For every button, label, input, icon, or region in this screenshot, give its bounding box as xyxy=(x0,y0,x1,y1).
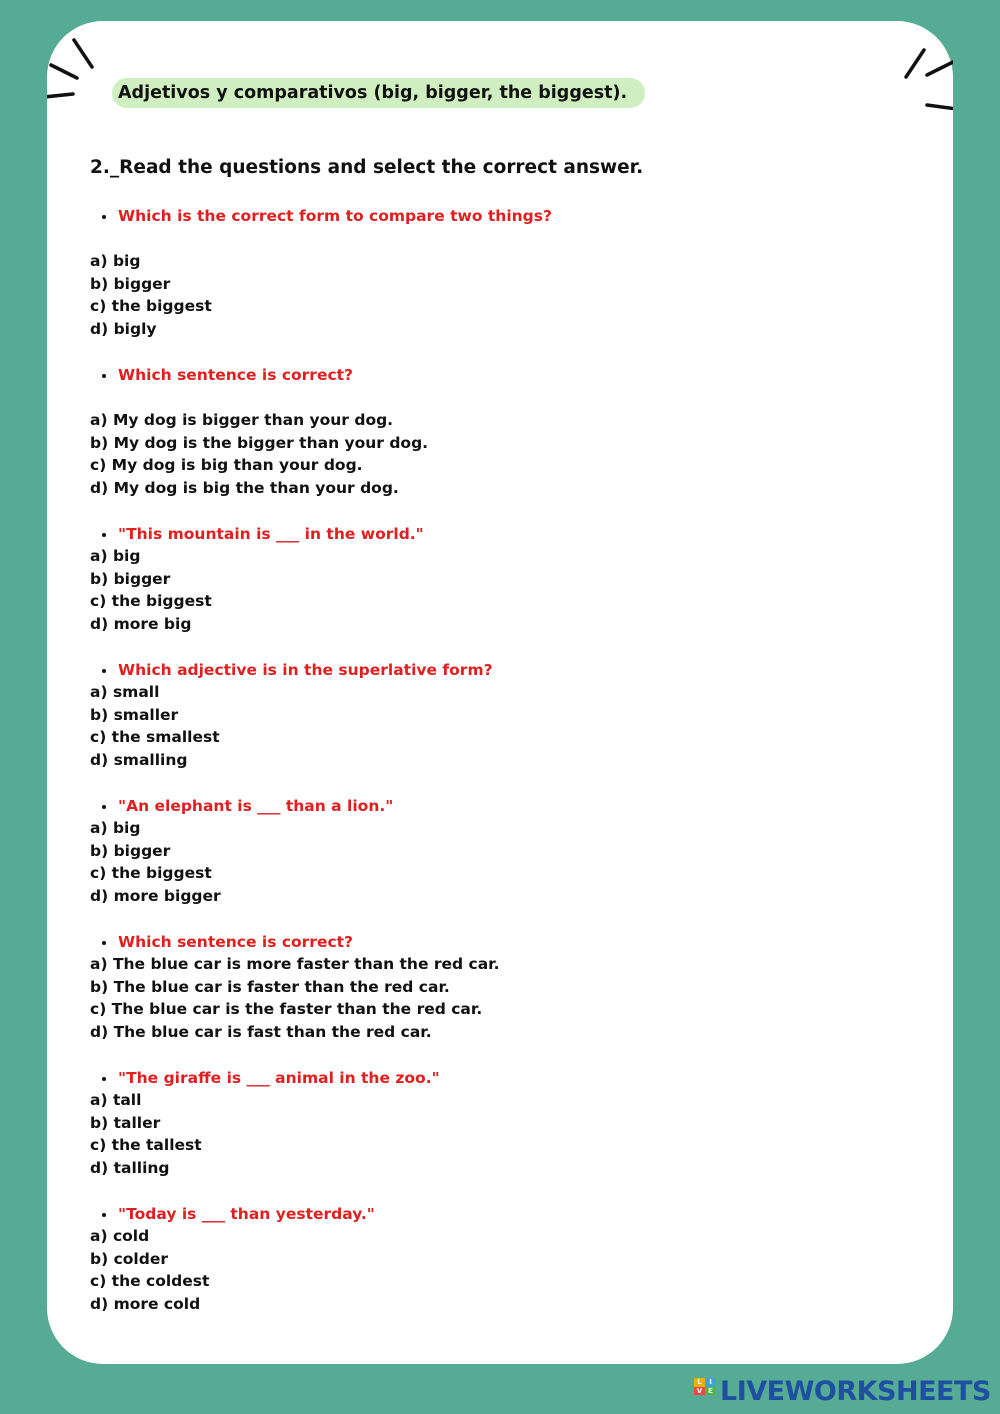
question-block xyxy=(90,1203,910,1316)
question-block xyxy=(90,659,910,772)
bullet-icon xyxy=(102,1077,106,1081)
answer-option[interactable]: b) bigger xyxy=(90,274,171,293)
answer-option[interactable]: b) The blue car is faster than the red car. xyxy=(90,977,450,996)
question-prompt xyxy=(90,364,910,386)
question-prompt xyxy=(90,523,910,545)
worksheet-title: Adjetivos y comparativos (big, bigger, the biggest). xyxy=(112,78,645,108)
answer-option[interactable]: b) colder xyxy=(90,1249,168,1268)
answer-option[interactable]: d) bigly xyxy=(90,320,157,339)
bullet-icon xyxy=(102,669,106,673)
question-prompt xyxy=(90,205,910,227)
answer-option[interactable]: d) smalling xyxy=(90,751,188,770)
question-text: Which sentence is correct? xyxy=(118,933,354,951)
question-block xyxy=(90,364,910,500)
answer-option[interactable]: b) bigger xyxy=(90,569,171,588)
answer-option[interactable]: d) more big xyxy=(90,615,192,634)
question-block xyxy=(90,523,910,636)
question-prompt xyxy=(90,1203,910,1225)
answer-option[interactable]: c) the coldest xyxy=(90,1272,210,1291)
answer-option[interactable]: b) My dog is the bigger than your dog. xyxy=(90,433,429,452)
question-prompt xyxy=(90,659,910,681)
answer-option[interactable]: a) My dog is bigger than your dog. xyxy=(90,411,394,429)
answer-option[interactable]: b) bigger xyxy=(90,841,171,860)
instructions-heading: 2._Read the questions and select the correct answer. xyxy=(90,157,644,178)
brand-wordmark: LIVEWORKSHEETS xyxy=(720,1375,991,1407)
bullet-icon xyxy=(102,215,106,219)
logo-letter: I xyxy=(705,1378,716,1387)
answer-option[interactable]: a) big xyxy=(90,819,141,837)
bullet-icon xyxy=(102,941,106,945)
question-prompt xyxy=(90,795,910,817)
question-text: Which is the correct form to compare two things? xyxy=(118,207,552,225)
question-text: "An elephant is ___ than a lion." xyxy=(118,797,394,815)
answer-option[interactable]: a) big xyxy=(90,547,141,565)
question-text: Which sentence is correct? xyxy=(118,366,354,384)
answer-option[interactable]: a) tall xyxy=(90,1091,142,1109)
question-block xyxy=(90,931,910,1044)
question-text: "The giraffe is ___ animal in the zoo." xyxy=(118,1069,440,1087)
answer-option[interactable]: d) The blue car is fast than the red car. xyxy=(90,1023,432,1042)
answer-option[interactable]: c) the tallest xyxy=(90,1136,202,1155)
answer-option[interactable]: d) talling xyxy=(90,1159,170,1178)
bullet-icon xyxy=(102,374,106,378)
answer-option[interactable]: c) the biggest xyxy=(90,297,212,316)
bullet-icon xyxy=(102,533,106,537)
answer-option[interactable]: d) My dog is big the than your dog. xyxy=(90,479,399,498)
answer-option[interactable]: d) more bigger xyxy=(90,887,221,906)
answer-option[interactable]: c) the biggest xyxy=(90,592,212,611)
logo-letter: E xyxy=(705,1387,716,1396)
question-block xyxy=(90,205,910,341)
question-text: "Today is ___ than yesterday." xyxy=(118,1205,375,1223)
answer-option[interactable]: b) taller xyxy=(90,1113,161,1132)
spark-lines-icon xyxy=(47,21,127,121)
question-prompt xyxy=(90,1067,910,1089)
bullet-icon xyxy=(102,805,106,809)
question-prompt xyxy=(90,931,910,953)
answer-option[interactable]: c) My dog is big than your dog. xyxy=(90,456,363,475)
question-text: Which adjective is in the superlative form? xyxy=(118,661,493,679)
question-block xyxy=(90,795,910,908)
liveworksheets-logo-icon xyxy=(694,1378,716,1404)
logo-letter: V xyxy=(694,1387,705,1396)
answer-option[interactable]: c) the biggest xyxy=(90,864,212,883)
question-text: "This mountain is ___ in the world." xyxy=(118,525,424,543)
question-block xyxy=(90,1067,910,1180)
spark-lines-icon xyxy=(873,21,953,121)
answer-option[interactable]: d) more cold xyxy=(90,1295,201,1314)
answer-option[interactable]: a) The blue car is more faster than the red car. xyxy=(90,955,500,973)
logo-letter: L xyxy=(694,1378,705,1387)
answer-option[interactable]: a) small xyxy=(90,683,160,701)
answer-option[interactable]: a) big xyxy=(90,252,141,270)
answer-option[interactable]: b) smaller xyxy=(90,705,179,724)
liveworksheets-brand[interactable] xyxy=(694,1374,991,1408)
answer-option[interactable]: a) cold xyxy=(90,1227,150,1245)
answer-option[interactable]: c) The blue car is the faster than the red car. xyxy=(90,1000,483,1019)
bullet-icon xyxy=(102,1213,106,1217)
answer-option[interactable]: c) the smallest xyxy=(90,728,220,747)
